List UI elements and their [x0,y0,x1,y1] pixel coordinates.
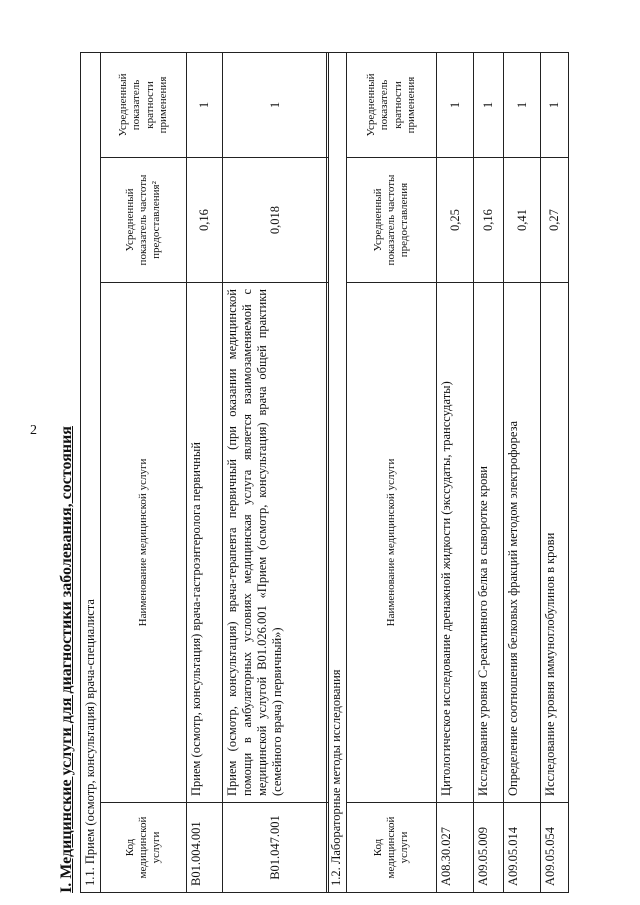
page-number: 2 [30,423,37,438]
column-header: Усредненный показатель частоты предоставления² [101,158,187,283]
frequency-value: 0,018 [223,158,329,283]
frequency-value: 0,25 [437,158,474,283]
service-code: A08.30.027 [437,803,474,893]
multiplicity-value: 1 [504,52,541,157]
table-row [541,52,569,892]
table-caption: 1.2. Лабораторные методы исследования [327,52,347,892]
service-name: Прием (осмотр, консультация) врача-гастроэнтеролога первичный [187,283,223,803]
frequency-value: 0,16 [187,158,223,283]
column-header: Усредненный показатель кратности применения [347,52,437,157]
multiplicity-value: 1 [223,52,329,157]
service-code: B01.047.001 [223,803,329,893]
column-header: Код медицинской услуги [101,803,187,893]
column-header: Код медицинской услуги [347,803,437,893]
table-row [187,52,223,892]
multiplicity-value: 1 [541,52,569,157]
lab-methods-table [326,52,569,893]
column-header: Усредненный показатель частоты предоставления [347,158,437,283]
multiplicity-value: 1 [474,52,504,157]
service-name: Исследование уровня С-реактивного белка в сыворотке крови [474,283,504,803]
table-row [474,52,504,892]
service-code: A09.05.014 [504,803,541,893]
service-name: Прием (осмотр, консультация) врача-терапевта первичный (при оказании медицинской помощи в амбулаторных условиях медицинская услуга является взаимозаменяемой с медицинской услугой B01.026.001 «Прием (осмотр, консультация) врача общей практики (семейного врача) первичный») [223,283,329,803]
column-header: Усредненный показатель кратности применения [101,52,187,157]
multiplicity-value: 1 [187,52,223,157]
column-header: Наименование медицинской услуги [101,283,187,803]
frequency-value: 0,27 [541,158,569,283]
service-code: B01.004.001 [187,803,223,893]
table-row [437,52,474,892]
service-name: Определение соотношения белковых фракций методом электрофореза [504,283,541,803]
table-row [504,52,541,892]
service-code: A09.05.054 [541,803,569,893]
service-name: Исследование уровня иммуноглобулинов в крови [541,283,569,803]
consultations-table [80,52,329,893]
multiplicity-value: 1 [437,52,474,157]
section-heading: I. Медицинские услуги для диагностики заболевания, состояния [58,426,75,893]
service-code: A09.05.009 [474,803,504,893]
table-row [223,52,329,892]
service-name: Цитологическое исследование дренажной жидкости (экссудаты, транссудаты) [437,283,474,803]
table-caption: 1.1. Прием (осмотр, консультация) врача-специалиста [81,52,101,892]
frequency-value: 0,16 [474,158,504,283]
column-header: Наименование медицинской услуги [347,283,437,803]
frequency-value: 0,41 [504,158,541,283]
